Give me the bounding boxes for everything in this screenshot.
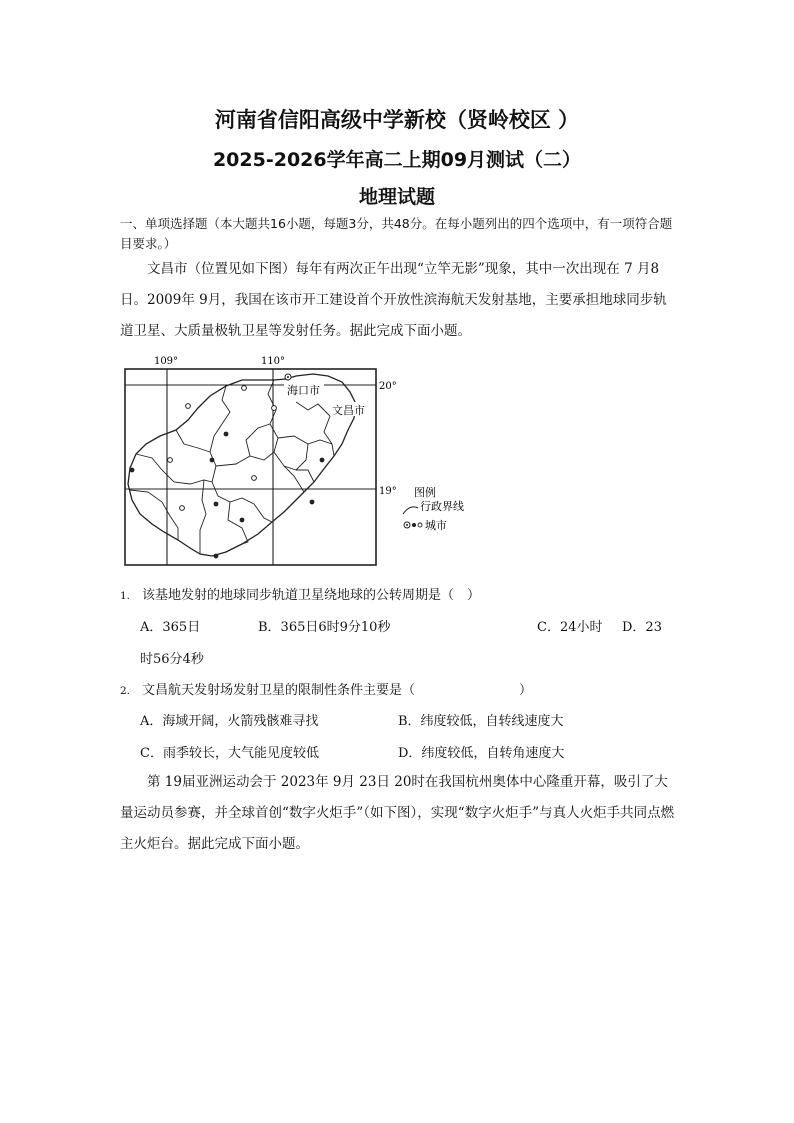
lat-label-19: 19° [379,486,397,497]
legend-title: 图例 [414,486,436,499]
section-heading: 一、单项选择题（本大题共16小题，每题3分，共48分。在每小题列出的四个选项中，有一项符合题目要求。） [120,216,673,251]
map-frame [125,369,376,565]
q1-option-b[interactable]: B．365日6时9分10秒 [258,620,391,635]
subject-title: 地理试题 [358,186,435,208]
q2-option-b[interactable]: B．纬度较低，自转线速度大 [398,714,564,729]
school-title: 河南省信阳高级中学新校（贤岭校区 ） [214,108,580,132]
legend-city-symbol-city [412,523,416,527]
legend-city-label: 城市 [425,519,447,532]
question-2-stem: 文昌航天发射场发射卫星的限制性条件主要是（ ） [142,683,533,698]
question-2-number: 2. [120,685,131,697]
haikou-label: 海口市 [287,384,320,397]
question-2 [120,679,532,698]
question-1 [120,584,480,603]
lat-label-20: 20° [379,381,397,392]
question-1-number: 1. [120,590,131,602]
legend-boundary-label: 行政界线 [420,500,464,513]
legend-city-symbol-town [418,523,422,527]
hainan-map [118,352,488,572]
lon-label-109: 109° [153,356,179,367]
lon-label-110: 110° [260,356,286,367]
wenchang-label: 文昌市 [332,404,365,417]
q1-option-a[interactable]: A．365日 [140,620,201,635]
q2-option-d[interactable]: D．纬度较低，自转角速度大 [398,746,565,761]
question-1-stem: 该基地发射的地球同步轨道卫星绕地球的公转周期是（ ） [142,588,481,603]
q1-option-d[interactable]: D．23 [622,620,662,635]
exam-title: 2025-2026学年高二上期09月测试（二） [212,149,582,171]
material-1-text: 文昌市（位置见如下图）每年有两次正午出现“立竿无影”现象，其中一次出现在 7 月8日。2009年 9月，我国在该市开工建设首个开放性滨海航天发射基地，主要承担地球同步轨道卫星、大质量极轨卫星等发射任务。据此完成下面小题。 [120,261,667,339]
admin-boundaries [130,380,334,554]
q1-option-c[interactable]: C．24小时 [537,620,603,635]
legend-boundary-symbol [403,507,418,514]
q1-option-d-continued: 时56分4秒 [140,652,204,667]
q2-option-a[interactable]: A．海域开阔，火箭残骸难寻找 [140,714,319,729]
q2-option-c[interactable]: C．雨季较长，大气能见度较低 [140,746,319,761]
material-2-text: 第 19届亚洲运动会于 2023年 9月 23日 20时在我国杭州奥体中心隆重开幕，吸引了大量运动员参赛，并全球首创“数字火炬手”（如下图），实现“数字火炬手”与真人火炬手共同点燃主火炬台。据此完成下面小题。 [120,774,675,852]
map-legend [403,485,464,532]
